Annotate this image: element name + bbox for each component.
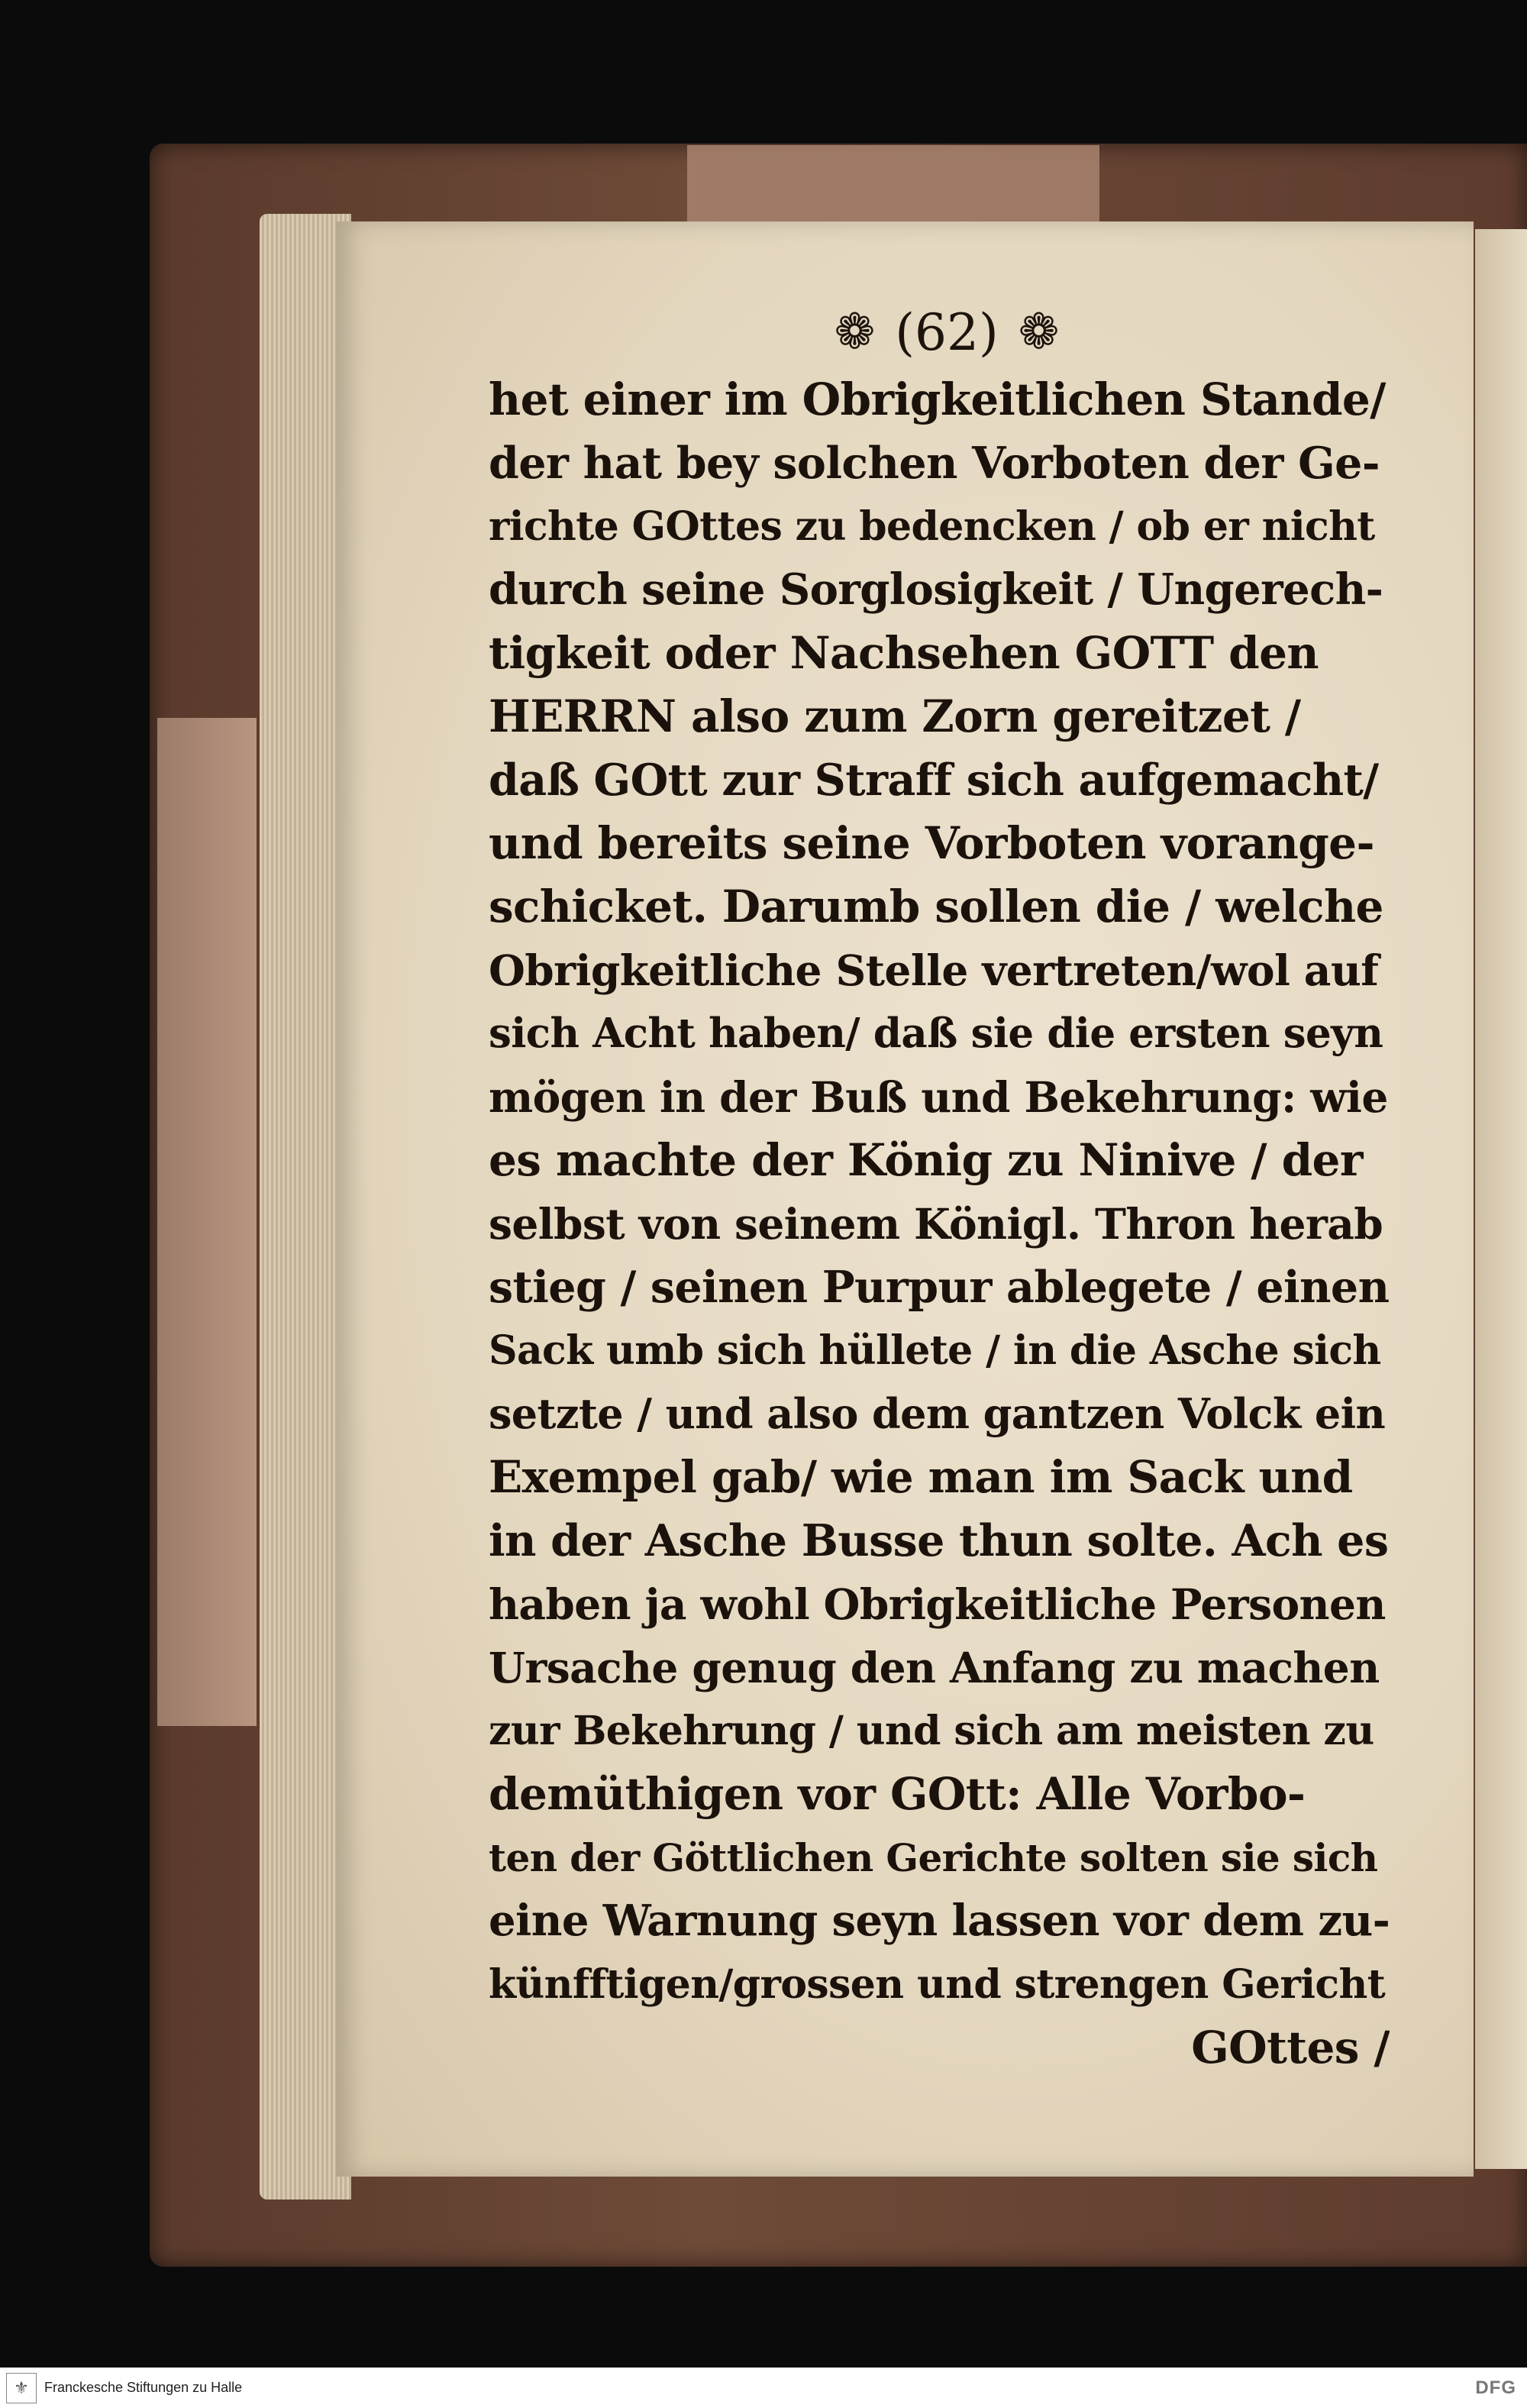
dfg-logo[interactable]: DFG — [1475, 2377, 1516, 2398]
seal-icon: ⚜ — [6, 2373, 37, 2403]
text-line: in der Asche Busse thun solte. Ach es — [489, 1515, 1389, 1566]
text-line: selbst von seinem Königl. Thron herab — [489, 1199, 1383, 1249]
text-line: richte GOttes zu bedencken / ob er nicht — [489, 503, 1375, 550]
text-line: mögen in der Buß und Bekehrung: wie — [489, 1072, 1388, 1122]
institution-name[interactable]: Franckesche Stiftungen zu Halle — [44, 2380, 243, 2395]
text-line: het einer im Obrigkeitlichen Stande/ — [489, 373, 1386, 425]
text-line: sich Acht haben/ daß sie die ersten seyn — [489, 1010, 1383, 1057]
text-line: künfftigen/grossen und strengen Gericht — [489, 1961, 1386, 2008]
text-line: haben ja wohl Obrigkeitliche Personen — [489, 1579, 1386, 1629]
text-line: Exempel gab/ wie man im Sack und — [489, 1451, 1353, 1503]
text-line: demüthigen vor GOtt: Alle Vorbo- — [489, 1768, 1306, 1820]
text-line: stieg / seinen Purpur ablegete / einen — [489, 1262, 1390, 1313]
text-line: Obrigkeitliche Stelle vertreten/wol auf — [489, 945, 1379, 995]
text-line: zur Bekehrung / und sich am meisten zu — [489, 1708, 1374, 1754]
text-line: und bereits seine Vorboten vorange- — [489, 817, 1374, 869]
text-line: der hat bey solchen Vorboten der Ge- — [489, 438, 1380, 489]
text-line: Sack umb sich hüllete / in die Asche sich — [489, 1327, 1381, 1374]
ornament-left-icon: ❁ — [834, 304, 876, 360]
text-line: ten der Göttlichen Gerichte solten sie sich — [489, 1835, 1378, 1880]
page-header — [786, 298, 1107, 367]
cover-band-left — [157, 718, 257, 1726]
ornament-right-icon: ❁ — [1018, 304, 1060, 360]
text-line: schicket. Darumb sollen die / welche — [489, 881, 1383, 932]
footer-institution — [0, 2373, 242, 2403]
text-line: setzte / und also dem gantzen Volck ein — [489, 1389, 1386, 1438]
page-number: (62) — [895, 302, 999, 362]
text-line: tigkeit oder Nachsehen GOTT den — [489, 627, 1319, 679]
facing-page-edge — [1475, 229, 1527, 2169]
text-line: eine Warnung seyn lassen vor dem zu- — [489, 1896, 1390, 1946]
footer-bar — [0, 2368, 1527, 2408]
text-line: Ursache genug den Anfang zu machen — [489, 1643, 1380, 1692]
catchword: GOttes / — [1191, 2022, 1390, 2073]
text-line: daß GOtt zur Straff sich aufgemacht/ — [489, 755, 1379, 806]
page-text — [489, 368, 1390, 2080]
cover-band-top — [687, 145, 1099, 229]
text-line: HERRN also zum Zorn gereitzet / — [489, 690, 1301, 742]
text-line: es machte der König zu Ninive / der — [489, 1134, 1363, 1186]
text-line: durch seine Sorglosigkeit / Ungerech- — [489, 564, 1383, 615]
